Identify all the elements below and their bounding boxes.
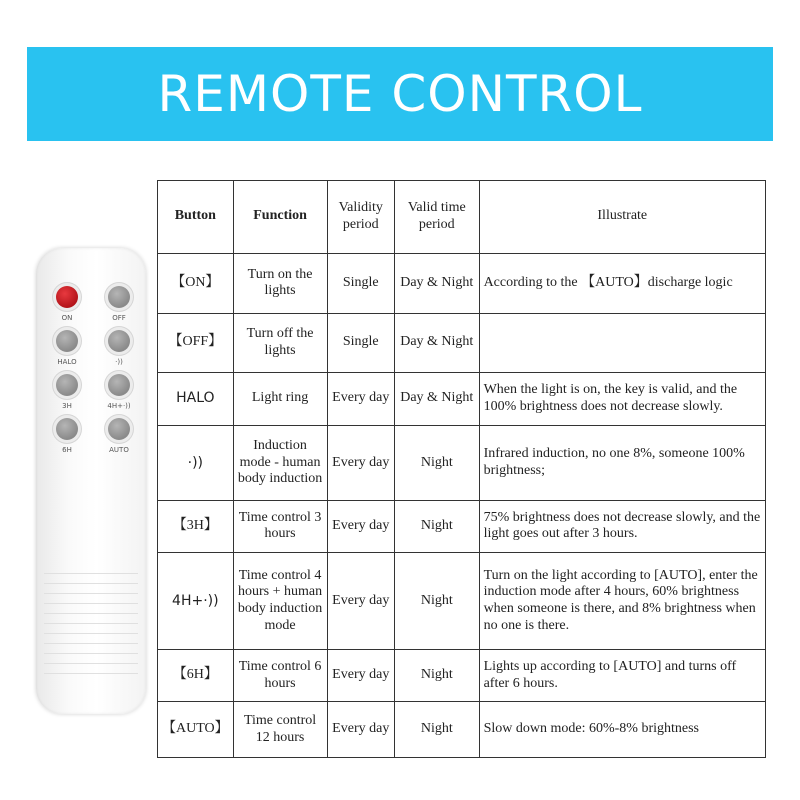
- off-label: OFF: [112, 314, 126, 322]
- cell-illustrate: Turn on the light according to [AUTO], enter the induction mode after 4 hours, 60% brightness when someone is there, and 8% brightness when no one is there.: [479, 553, 765, 650]
- cell-time: Night: [395, 500, 480, 552]
- cell-validity: Every day: [327, 702, 394, 758]
- header-validity: Validity period: [327, 181, 394, 254]
- 6h-label: 6H: [62, 446, 72, 454]
- cell-illustrate: Slow down mode: 60%-8% brightness: [479, 702, 765, 758]
- cell-button: 【6H】: [158, 650, 234, 702]
- 4h-button: [108, 374, 130, 396]
- header-illustrate: Illustrate: [479, 181, 765, 254]
- table-header-row: [158, 181, 766, 254]
- cell-time: Night: [395, 426, 480, 501]
- cell-button: ·)): [158, 426, 234, 501]
- off-button: [108, 286, 130, 308]
- cell-button: 4H+·)): [158, 553, 234, 650]
- cell-illustrate: Lights up according to [AUTO] and turns off after 6 hours.: [479, 650, 765, 702]
- cell-function: Time control 3 hours: [233, 500, 327, 552]
- cell-time: Night: [395, 553, 480, 650]
- cell-time: Night: [395, 650, 480, 702]
- table-row: [158, 372, 766, 425]
- halo-label: HALO: [57, 358, 77, 366]
- halo-button: [56, 330, 78, 352]
- cell-time: Night: [395, 702, 480, 758]
- table-row: [158, 426, 766, 501]
- cell-illustrate: [479, 314, 765, 373]
- cell-button: HALO: [158, 372, 234, 425]
- header-button: Button: [158, 181, 234, 254]
- table-row: [158, 553, 766, 650]
- header-function: Function: [233, 181, 327, 254]
- table-row: [158, 314, 766, 373]
- cell-button: 【OFF】: [158, 314, 234, 373]
- on-label: ON: [61, 314, 73, 322]
- table-row: [158, 702, 766, 758]
- cell-function: Turn on the lights: [233, 253, 327, 314]
- 4h-label: 4H+·)): [107, 402, 131, 410]
- 3h-button: [56, 374, 78, 396]
- remote-control-image: [36, 248, 146, 714]
- table-row: [158, 253, 766, 314]
- induction-button: [108, 330, 130, 352]
- cell-button: 【AUTO】: [158, 702, 234, 758]
- header-valid-time: Valid time period: [395, 181, 480, 254]
- cell-function: Time control 6 hours: [233, 650, 327, 702]
- cell-validity: Every day: [327, 426, 394, 501]
- auto-label: AUTO: [109, 446, 129, 454]
- cell-function: Time control 12 hours: [233, 702, 327, 758]
- cell-illustrate: When the light is on, the key is valid, and the 100% brightness does not decrease slowly.: [479, 372, 765, 425]
- table-row: [158, 650, 766, 702]
- cell-validity: Single: [327, 253, 394, 314]
- remote-function-table: [157, 180, 766, 758]
- cell-function: Light ring: [233, 372, 327, 425]
- page-title: REMOTE CONTROL: [157, 65, 643, 123]
- cell-validity: Every day: [327, 372, 394, 425]
- cell-function: Turn off the lights: [233, 314, 327, 373]
- cell-validity: Every day: [327, 553, 394, 650]
- table-row: [158, 500, 766, 552]
- cell-illustrate: 75% brightness does not decrease slowly, and the light goes out after 3 hours.: [479, 500, 765, 552]
- cell-validity: Every day: [327, 650, 394, 702]
- title-banner: [27, 47, 773, 141]
- auto-button: [108, 418, 130, 440]
- cell-time: Day & Night: [395, 314, 480, 373]
- cell-time: Day & Night: [395, 253, 480, 314]
- cell-function: Time control 4 hours + human body induction mode: [233, 553, 327, 650]
- cell-validity: Single: [327, 314, 394, 373]
- cell-function: Induction mode - human body induction: [233, 426, 327, 501]
- cell-illustrate: Infrared induction, no one 8%, someone 100% brightness;: [479, 426, 765, 501]
- on-button: [56, 286, 78, 308]
- cell-button: 【ON】: [158, 253, 234, 314]
- 3h-label: 3H: [62, 402, 72, 410]
- cell-illustrate: According to the 【AUTO】discharge logic: [479, 253, 765, 314]
- 6h-button: [56, 418, 78, 440]
- cell-button: 【3H】: [158, 500, 234, 552]
- cell-time: Day & Night: [395, 372, 480, 425]
- cell-validity: Every day: [327, 500, 394, 552]
- induction-label: ·)): [115, 358, 123, 366]
